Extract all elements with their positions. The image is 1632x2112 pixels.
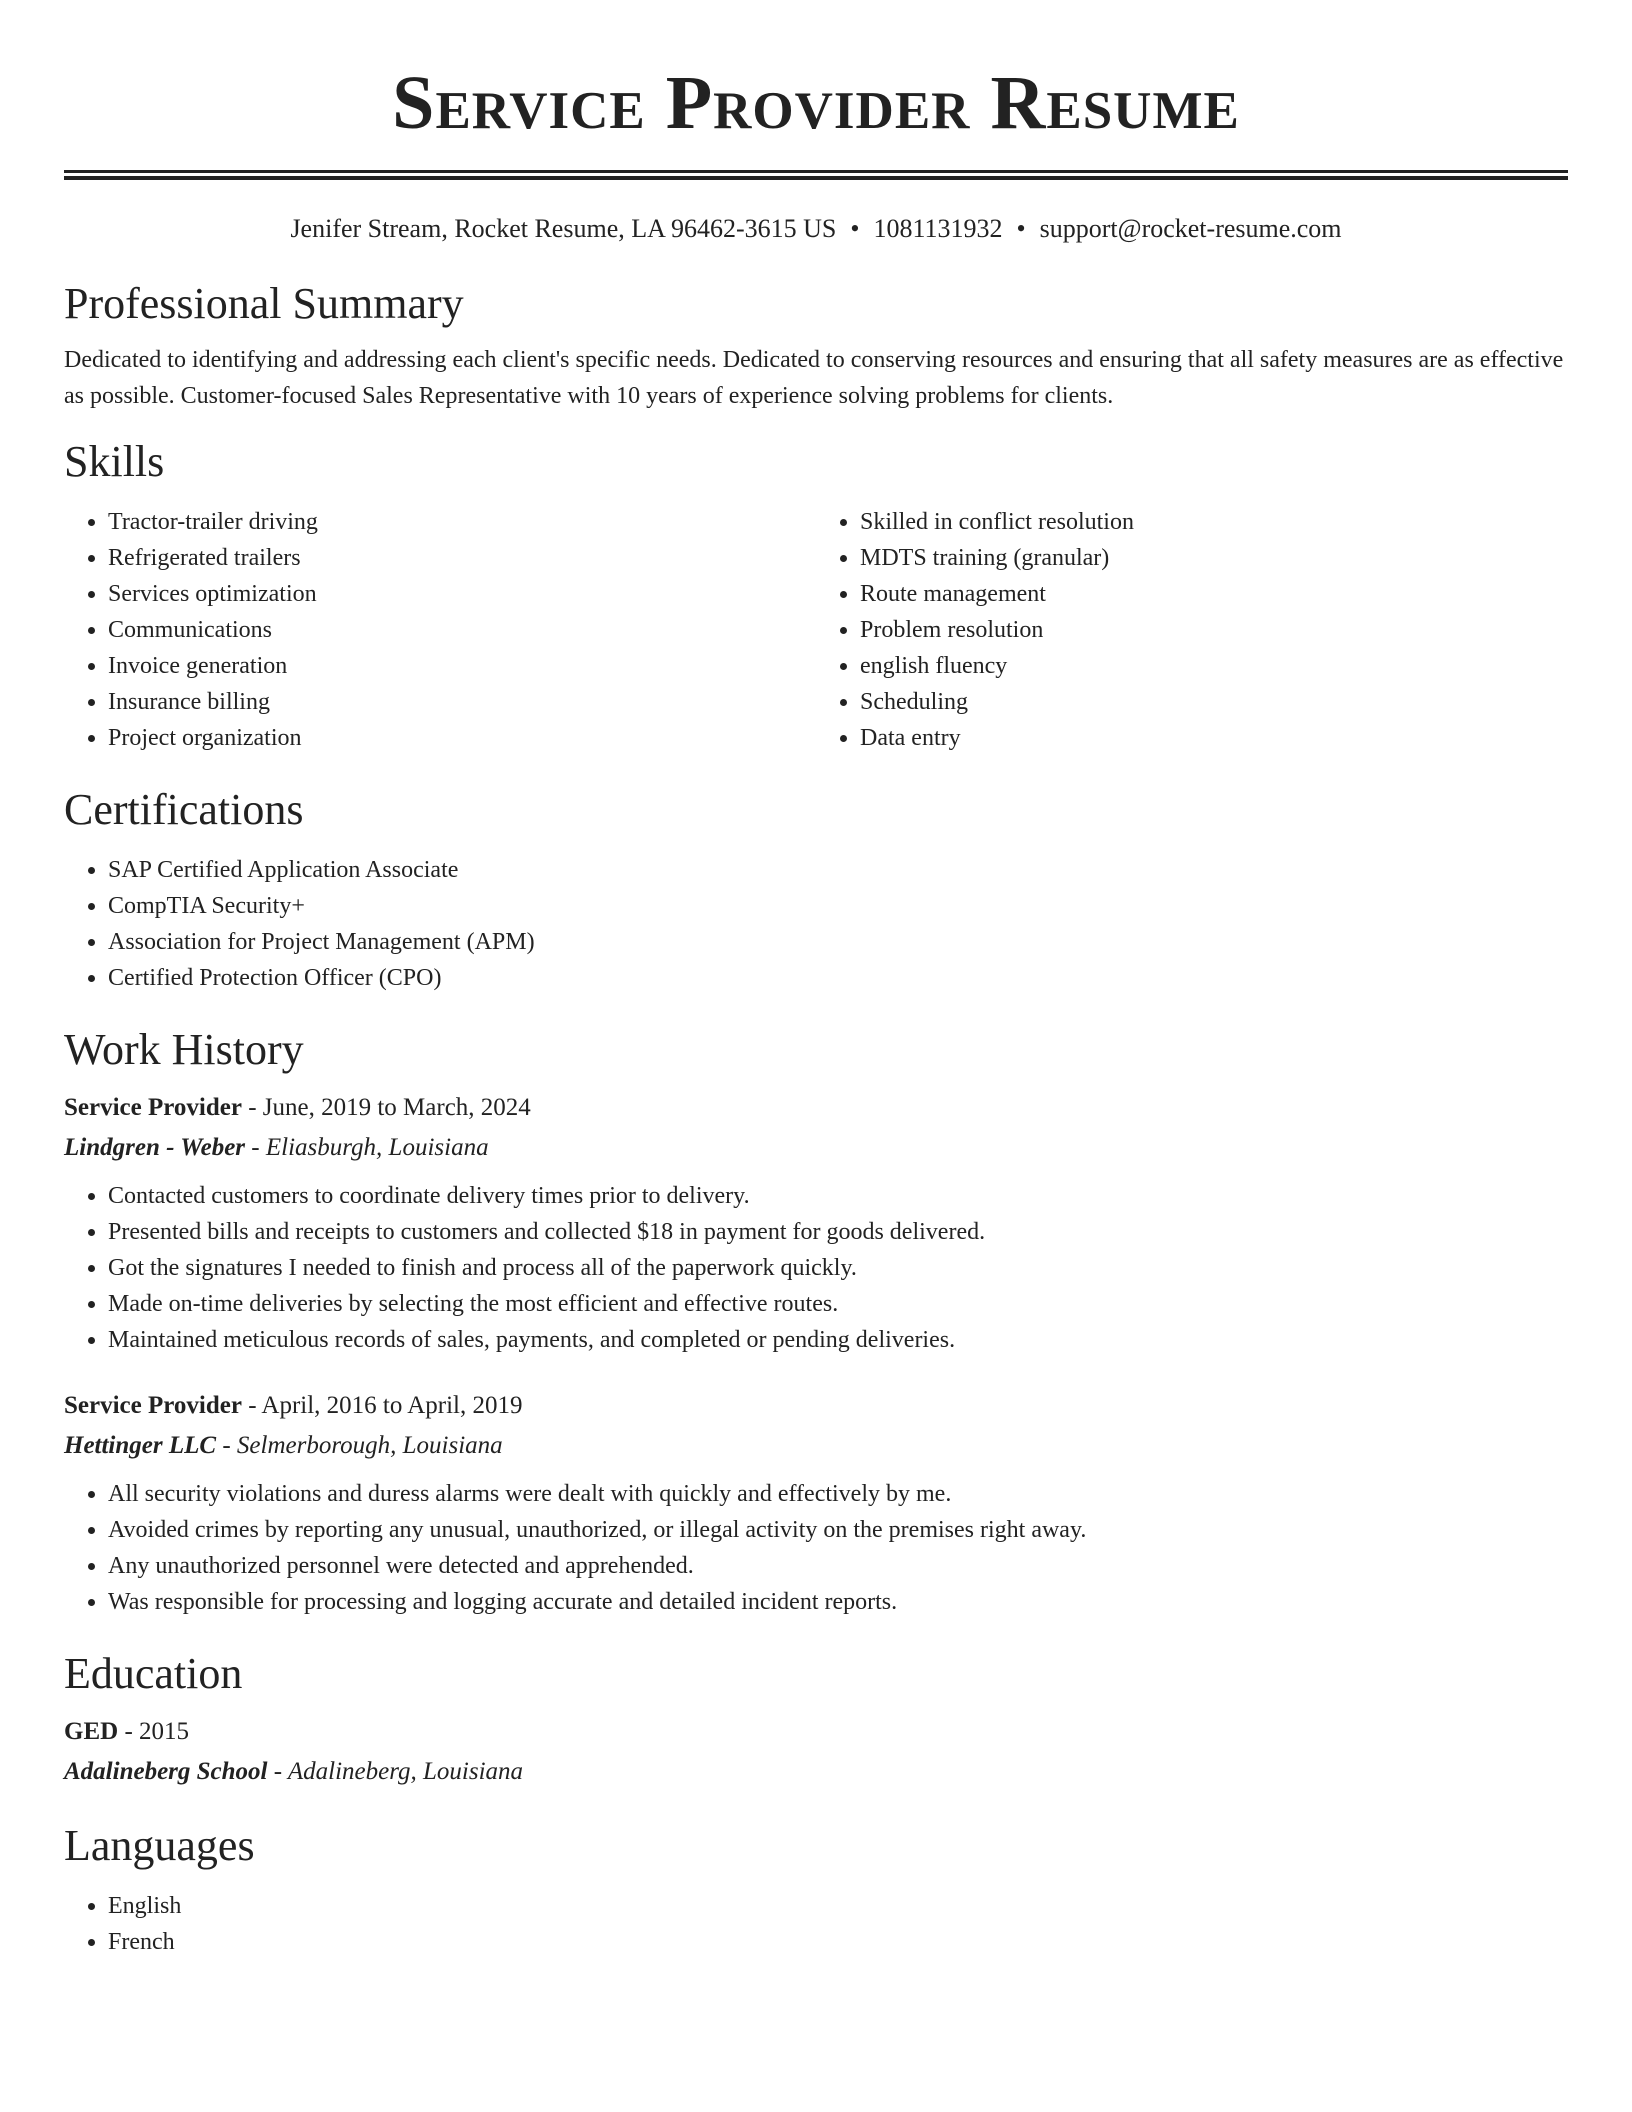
skill-item: • MDTS training (granular) <box>860 540 1568 576</box>
language-item: • French <box>108 1924 1568 1960</box>
title-divider <box>64 170 1568 180</box>
contact-line <box>64 212 1568 246</box>
job-title-line <box>64 1386 1568 1426</box>
skill-item: • Communications <box>108 612 816 648</box>
job-duties-list <box>64 1476 1568 1620</box>
skills-list-left <box>64 504 816 756</box>
skill-item: • Route management <box>860 576 1568 612</box>
skills-section <box>64 434 1568 756</box>
education-degree-line <box>64 1712 1568 1752</box>
education-section <box>64 1646 1568 1792</box>
skill-item: • Scheduling <box>860 684 1568 720</box>
job-company: Hettinger LLC <box>64 1432 217 1459</box>
languages-heading: Languages <box>64 1821 255 1870</box>
education-school: Adalineberg School <box>64 1758 268 1785</box>
skill-item: • Insurance billing <box>108 684 816 720</box>
education-degree: GED <box>64 1718 119 1745</box>
job-duty: • All security violations and duress alarms were dealt with quickly and effectively by me. <box>108 1476 1568 1512</box>
contact-separator: • <box>850 214 860 243</box>
languages-section <box>64 1818 1568 1960</box>
work-history-section <box>64 1022 1568 1620</box>
contact-email: support@rocket-resume.com <box>1039 214 1342 243</box>
skill-item: • Invoice generation <box>108 648 816 684</box>
summary-section <box>64 276 1568 414</box>
job-title: Service Provider <box>64 1094 242 1121</box>
job-location: - Eliasburgh, Louisiana <box>245 1134 489 1161</box>
job-dates: - April, 2016 to April, 2019 <box>241 1392 523 1419</box>
language-item: • English <box>108 1888 1568 1924</box>
job-entry <box>64 1386 1568 1620</box>
skill-item: • Tractor-trailer driving <box>108 504 816 540</box>
skill-item: • Refrigerated trailers <box>108 540 816 576</box>
education-heading: Education <box>64 1649 243 1698</box>
skill-item: • Services optimization <box>108 576 816 612</box>
skill-item: • Problem resolution <box>860 612 1568 648</box>
education-year: - 2015 <box>118 1718 190 1745</box>
job-org-line <box>64 1426 1568 1466</box>
work-history-heading: Work History <box>64 1025 304 1074</box>
languages-list <box>64 1888 1568 1960</box>
education-entry <box>64 1712 1568 1792</box>
job-duties-list <box>64 1178 1568 1358</box>
job-org-line <box>64 1128 1568 1168</box>
summary-text: Dedicated to identifying and addressing each client's specific needs. Dedicated to conserving resources and ensuring that all safety measures are as effective as possible. Customer-focused Sales Representative with 10 years of experience solving problems for clients. <box>64 347 1564 409</box>
job-duty: • Any unauthorized personnel were detected and apprehended. <box>108 1548 1568 1584</box>
summary-heading: Professional Summary <box>64 279 464 328</box>
job-location: - Selmerborough, Louisiana <box>216 1432 503 1459</box>
job-duty: • Presented bills and receipts to customers and collected $18 in payment for goods delivered. <box>108 1214 1568 1250</box>
skill-item: • Skilled in conflict resolution <box>860 504 1568 540</box>
job-duty: • Maintained meticulous records of sales, payments, and completed or pending deliveries. <box>108 1322 1568 1358</box>
job-title: Service Provider <box>64 1392 242 1419</box>
job-duty: • Avoided crimes by reporting any unusual, unauthorized, or illegal activity on the premises right away. <box>108 1512 1568 1548</box>
job-company: Lindgren - Weber <box>64 1134 246 1161</box>
contact-separator: • <box>1016 214 1026 243</box>
skills-list-right <box>816 504 1568 756</box>
skills-column-right <box>816 504 1568 756</box>
job-duty: • Was responsible for processing and logging accurate and detailed incident reports. <box>108 1584 1568 1620</box>
skills-column-left <box>64 504 816 756</box>
certifications-list <box>64 852 1568 996</box>
certification-item: • CompTIA Security+ <box>108 888 1568 924</box>
skills-grid <box>64 504 1568 756</box>
job-dates: - June, 2019 to March, 2024 <box>241 1094 531 1121</box>
resume-title: Service Provider Resume <box>392 61 1240 145</box>
contact-address: Jenifer Stream, Rocket Resume, LA 96462-3615 US <box>290 214 837 243</box>
certifications-section <box>64 782 1568 996</box>
job-entry <box>64 1088 1568 1358</box>
education-school-line <box>64 1752 1568 1792</box>
job-title-line <box>64 1088 1568 1128</box>
certifications-heading: Certifications <box>64 785 304 834</box>
skill-item: • Project organization <box>108 720 816 756</box>
job-duty: • Made on-time deliveries by selecting the most efficient and effective routes. <box>108 1286 1568 1322</box>
certification-item: • Certified Protection Officer (CPO) <box>108 960 1568 996</box>
job-duty: • Got the signatures I needed to finish and process all of the paperwork quickly. <box>108 1250 1568 1286</box>
job-duty: • Contacted customers to coordinate delivery times prior to delivery. <box>108 1178 1568 1214</box>
certification-item: • Association for Project Management (APM) <box>108 924 1568 960</box>
skill-item: • Data entry <box>860 720 1568 756</box>
education-location: - Adalineberg, Louisiana <box>267 1758 524 1785</box>
skill-item: • english fluency <box>860 648 1568 684</box>
skills-heading: Skills <box>64 437 165 486</box>
contact-phone: 1081131932 <box>873 214 1003 243</box>
certification-item: • SAP Certified Application Associate <box>108 852 1568 888</box>
